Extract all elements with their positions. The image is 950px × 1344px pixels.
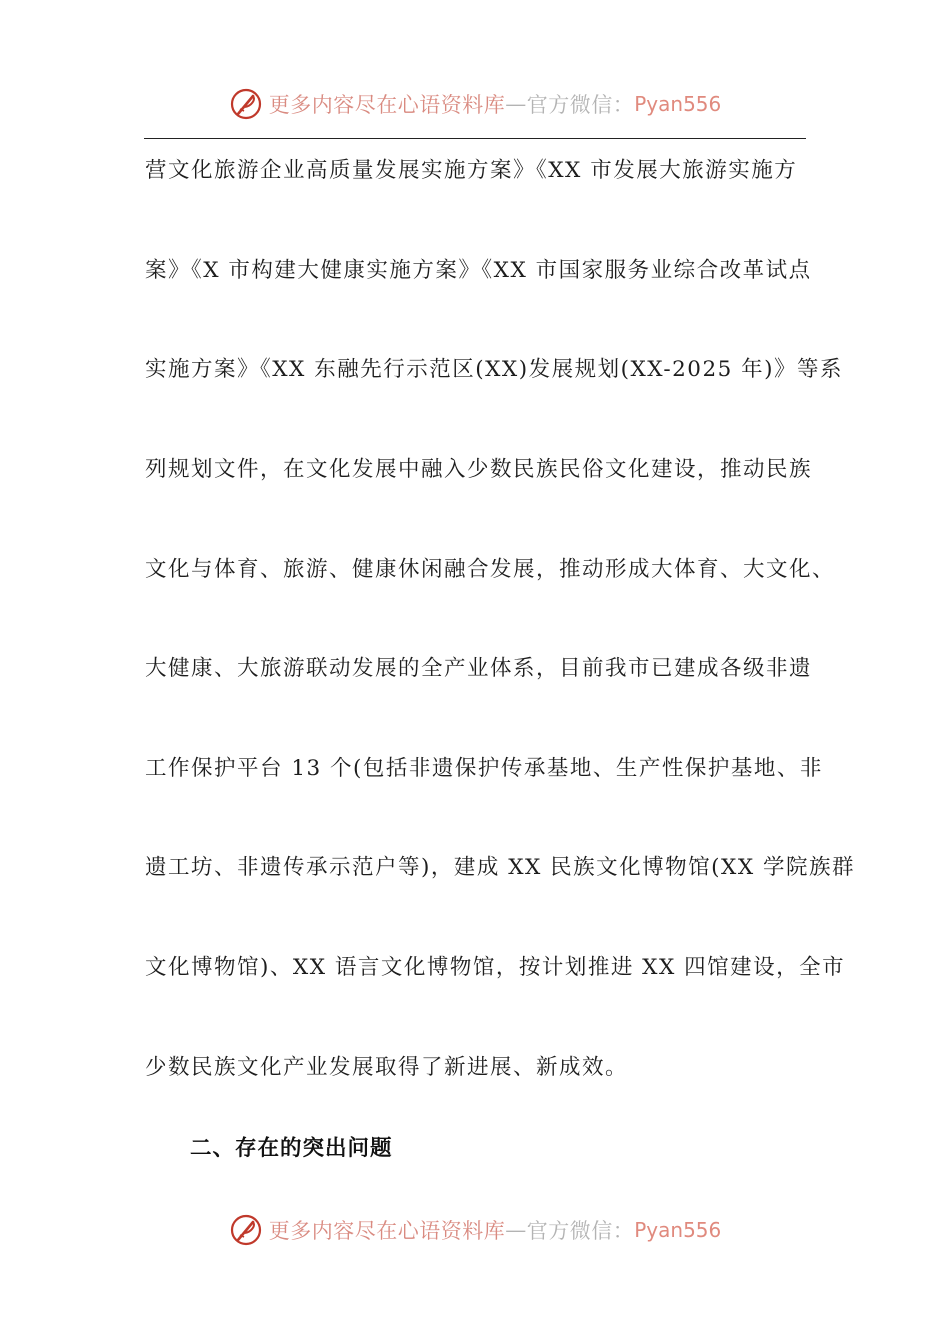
body-line: 少数民族文化产业发展取得了新进展、新成效。 [145,1055,629,1080]
body-line: 案》《X 市构建大健康实施方案》《XX 市国家服务业综合改革试点 [145,258,812,283]
quill-logo-icon [229,87,263,121]
watermark-dash: — [505,92,527,116]
header-divider [144,138,806,139]
footer-watermark [0,1210,950,1250]
body-line: 文化与体育、旅游、健康休闲融合发展，推动形成大体育、大文化、 [145,557,836,582]
header-watermark [0,84,950,124]
watermark-title: 更多内容尽在心语资料库 [268,1219,506,1243]
body-line: 营文化旅游企业高质量发展实施方案》《XX 市发展大旅游实施方 [145,158,798,183]
watermark-wechat-id: Pyan556 [634,92,722,116]
body-line: 列规划文件，在文化发展中融入少数民族民俗文化建设，推动民族 [145,457,813,482]
body-line: 大健康、大旅游联动发展的全产业体系，目前我市已建成各级非遗 [145,656,813,681]
watermark-label: 官方微信： [526,93,635,117]
quill-logo-icon [229,1213,263,1247]
body-line: 实施方案》《XX 东融先行示范区(XX)发展规划(XX-2025 年)》等系 [145,357,844,382]
body-line: 文化博物馆)、XX 语言文化博物馆，按计划推进 XX 四馆建设，全市 [145,955,846,980]
body-line: 遗工坊、非遗传承示范户等)，建成 XX 民族文化博物馆(XX 学院族群 [145,855,856,880]
watermark-title: 更多内容尽在心语资料库 [268,93,506,117]
watermark-wechat-id: Pyan556 [634,1218,722,1242]
body-line: 工作保护平台 13 个(包括非遗保护传承基地、生产性保护基地、非 [145,756,823,781]
watermark-dash: — [505,1218,527,1242]
watermark-label: 官方微信： [526,1219,635,1243]
section-heading: 二、存在的突出问题 [190,1136,393,1161]
